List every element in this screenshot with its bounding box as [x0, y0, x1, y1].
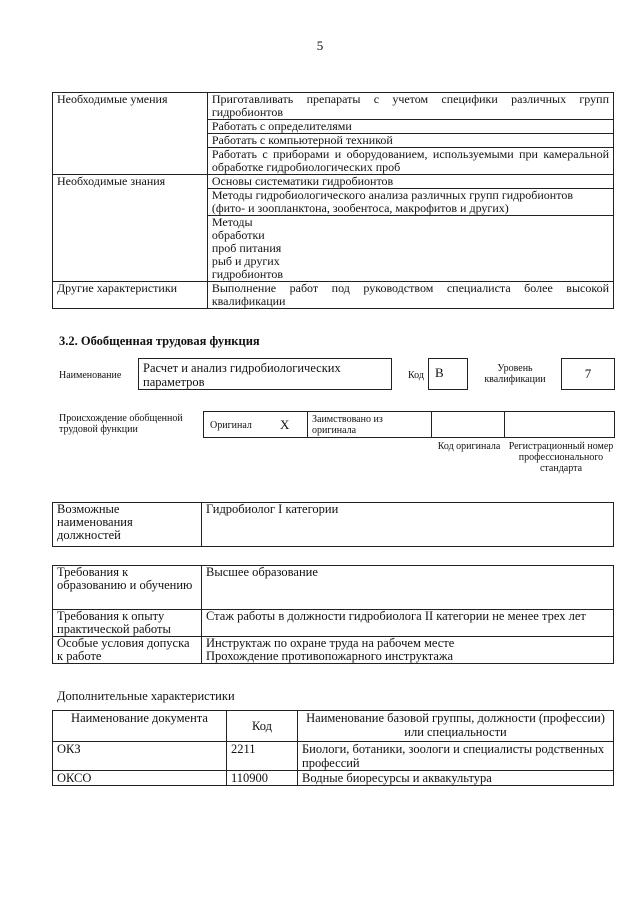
- row-label: Требования к опыту практической работы: [53, 610, 202, 637]
- cell-line: Прохождение противопожарного инструктажа: [206, 649, 454, 663]
- section-title: 3.2. Обобщенная трудовая функция: [59, 334, 260, 348]
- table-row: [53, 637, 614, 664]
- level-label: Уровень квалификации: [484, 363, 546, 385]
- table-cell: Гидробиолог I категории: [202, 503, 614, 547]
- column-header: Код: [227, 711, 298, 742]
- table-cell: Водные биоресурсы и аквакультура: [298, 771, 614, 786]
- cell-line: Инструктаж по охране труда на рабочем месте: [206, 636, 455, 650]
- orig-code-cell: [431, 411, 505, 438]
- original-label: Оригинал: [210, 420, 252, 431]
- table-cell: Работать с компьютерной техникой: [207, 134, 613, 148]
- row-label: Возможные наименования должностей: [53, 503, 202, 547]
- level-box: 7: [561, 358, 615, 390]
- table-row: [53, 610, 614, 637]
- table-row: [53, 93, 614, 120]
- additional-table: [52, 710, 614, 786]
- row-label: Необходимые знания: [53, 175, 208, 282]
- original-cell: [203, 411, 308, 438]
- table-cell: [202, 637, 614, 664]
- table-header-row: [53, 711, 614, 742]
- reg-number-caption: Регистрационный номер профессионального стандарта: [508, 441, 614, 474]
- table-row: [53, 282, 614, 309]
- table-row: [53, 771, 614, 786]
- orig-code-caption: Код оригинала: [437, 441, 501, 452]
- table-cell: 110900: [227, 771, 298, 786]
- table-cell: Выполнение работ под руководством специалиста более высокой квалификации: [207, 282, 613, 309]
- row-label: Требования к образованию и обучению: [53, 566, 202, 610]
- row-label: Другие характеристики: [53, 282, 208, 309]
- code-box: В: [428, 358, 468, 390]
- table-cell: Биологи, ботаники, зоологи и специалисты родственных профессий: [298, 742, 614, 771]
- positions-table: [52, 502, 614, 547]
- reg-number-cell: [504, 411, 615, 438]
- name-label: Наименование: [59, 370, 122, 381]
- row-label: Необходимые умения: [53, 93, 208, 175]
- table-cell: ОКСО: [53, 771, 227, 786]
- requirements-table: [52, 565, 614, 664]
- column-header: Наименование базовой группы, должности (профессии) или специальности: [298, 711, 614, 742]
- table-cell: Приготавливать препараты с учетом специфики различных групп гидробионтов: [207, 93, 613, 120]
- table-cell: ОКЗ: [53, 742, 227, 771]
- table-cell: 2211: [227, 742, 298, 771]
- original-mark: X: [280, 417, 290, 432]
- row-label: Особые условия допуска к работе: [53, 637, 202, 664]
- function-name-box: Расчет и анализ гидробиологических параметров: [138, 358, 392, 390]
- table-cell: Стаж работы в должности гидробиолога II категории не менее трех лет: [202, 610, 614, 637]
- table-cell: Работать с определителями: [207, 120, 613, 134]
- table-cell: Основы систематики гидробионтов: [207, 175, 613, 189]
- origin-label: Происхождение обобщенной трудовой функции: [59, 413, 183, 435]
- additional-title: Дополнительные характеристики: [57, 689, 235, 703]
- column-header: Наименование документа: [53, 711, 227, 742]
- table-row: [53, 175, 614, 189]
- table-cell: Методы гидробиологического анализа различных групп гидробионтов (фито- и зоопланктона, зообентоса, макрофитов и других): [207, 189, 613, 216]
- table-row: [53, 742, 614, 771]
- borrowed-cell: Заимствовано из оригинала: [307, 411, 432, 438]
- code-label: Код: [408, 370, 424, 381]
- table-cell: Работать с приборами и оборудованием, используемыми при камеральной обработке гидробиологических проб: [207, 148, 613, 175]
- table-row: [53, 503, 614, 547]
- table-cell: Высшее образование: [202, 566, 614, 610]
- page-number: 5: [316, 38, 324, 53]
- table-row: [53, 566, 614, 610]
- table-cell: Методы обработки проб питания рыб и других гидробионтов: [207, 216, 613, 282]
- skills-table: [52, 92, 614, 309]
